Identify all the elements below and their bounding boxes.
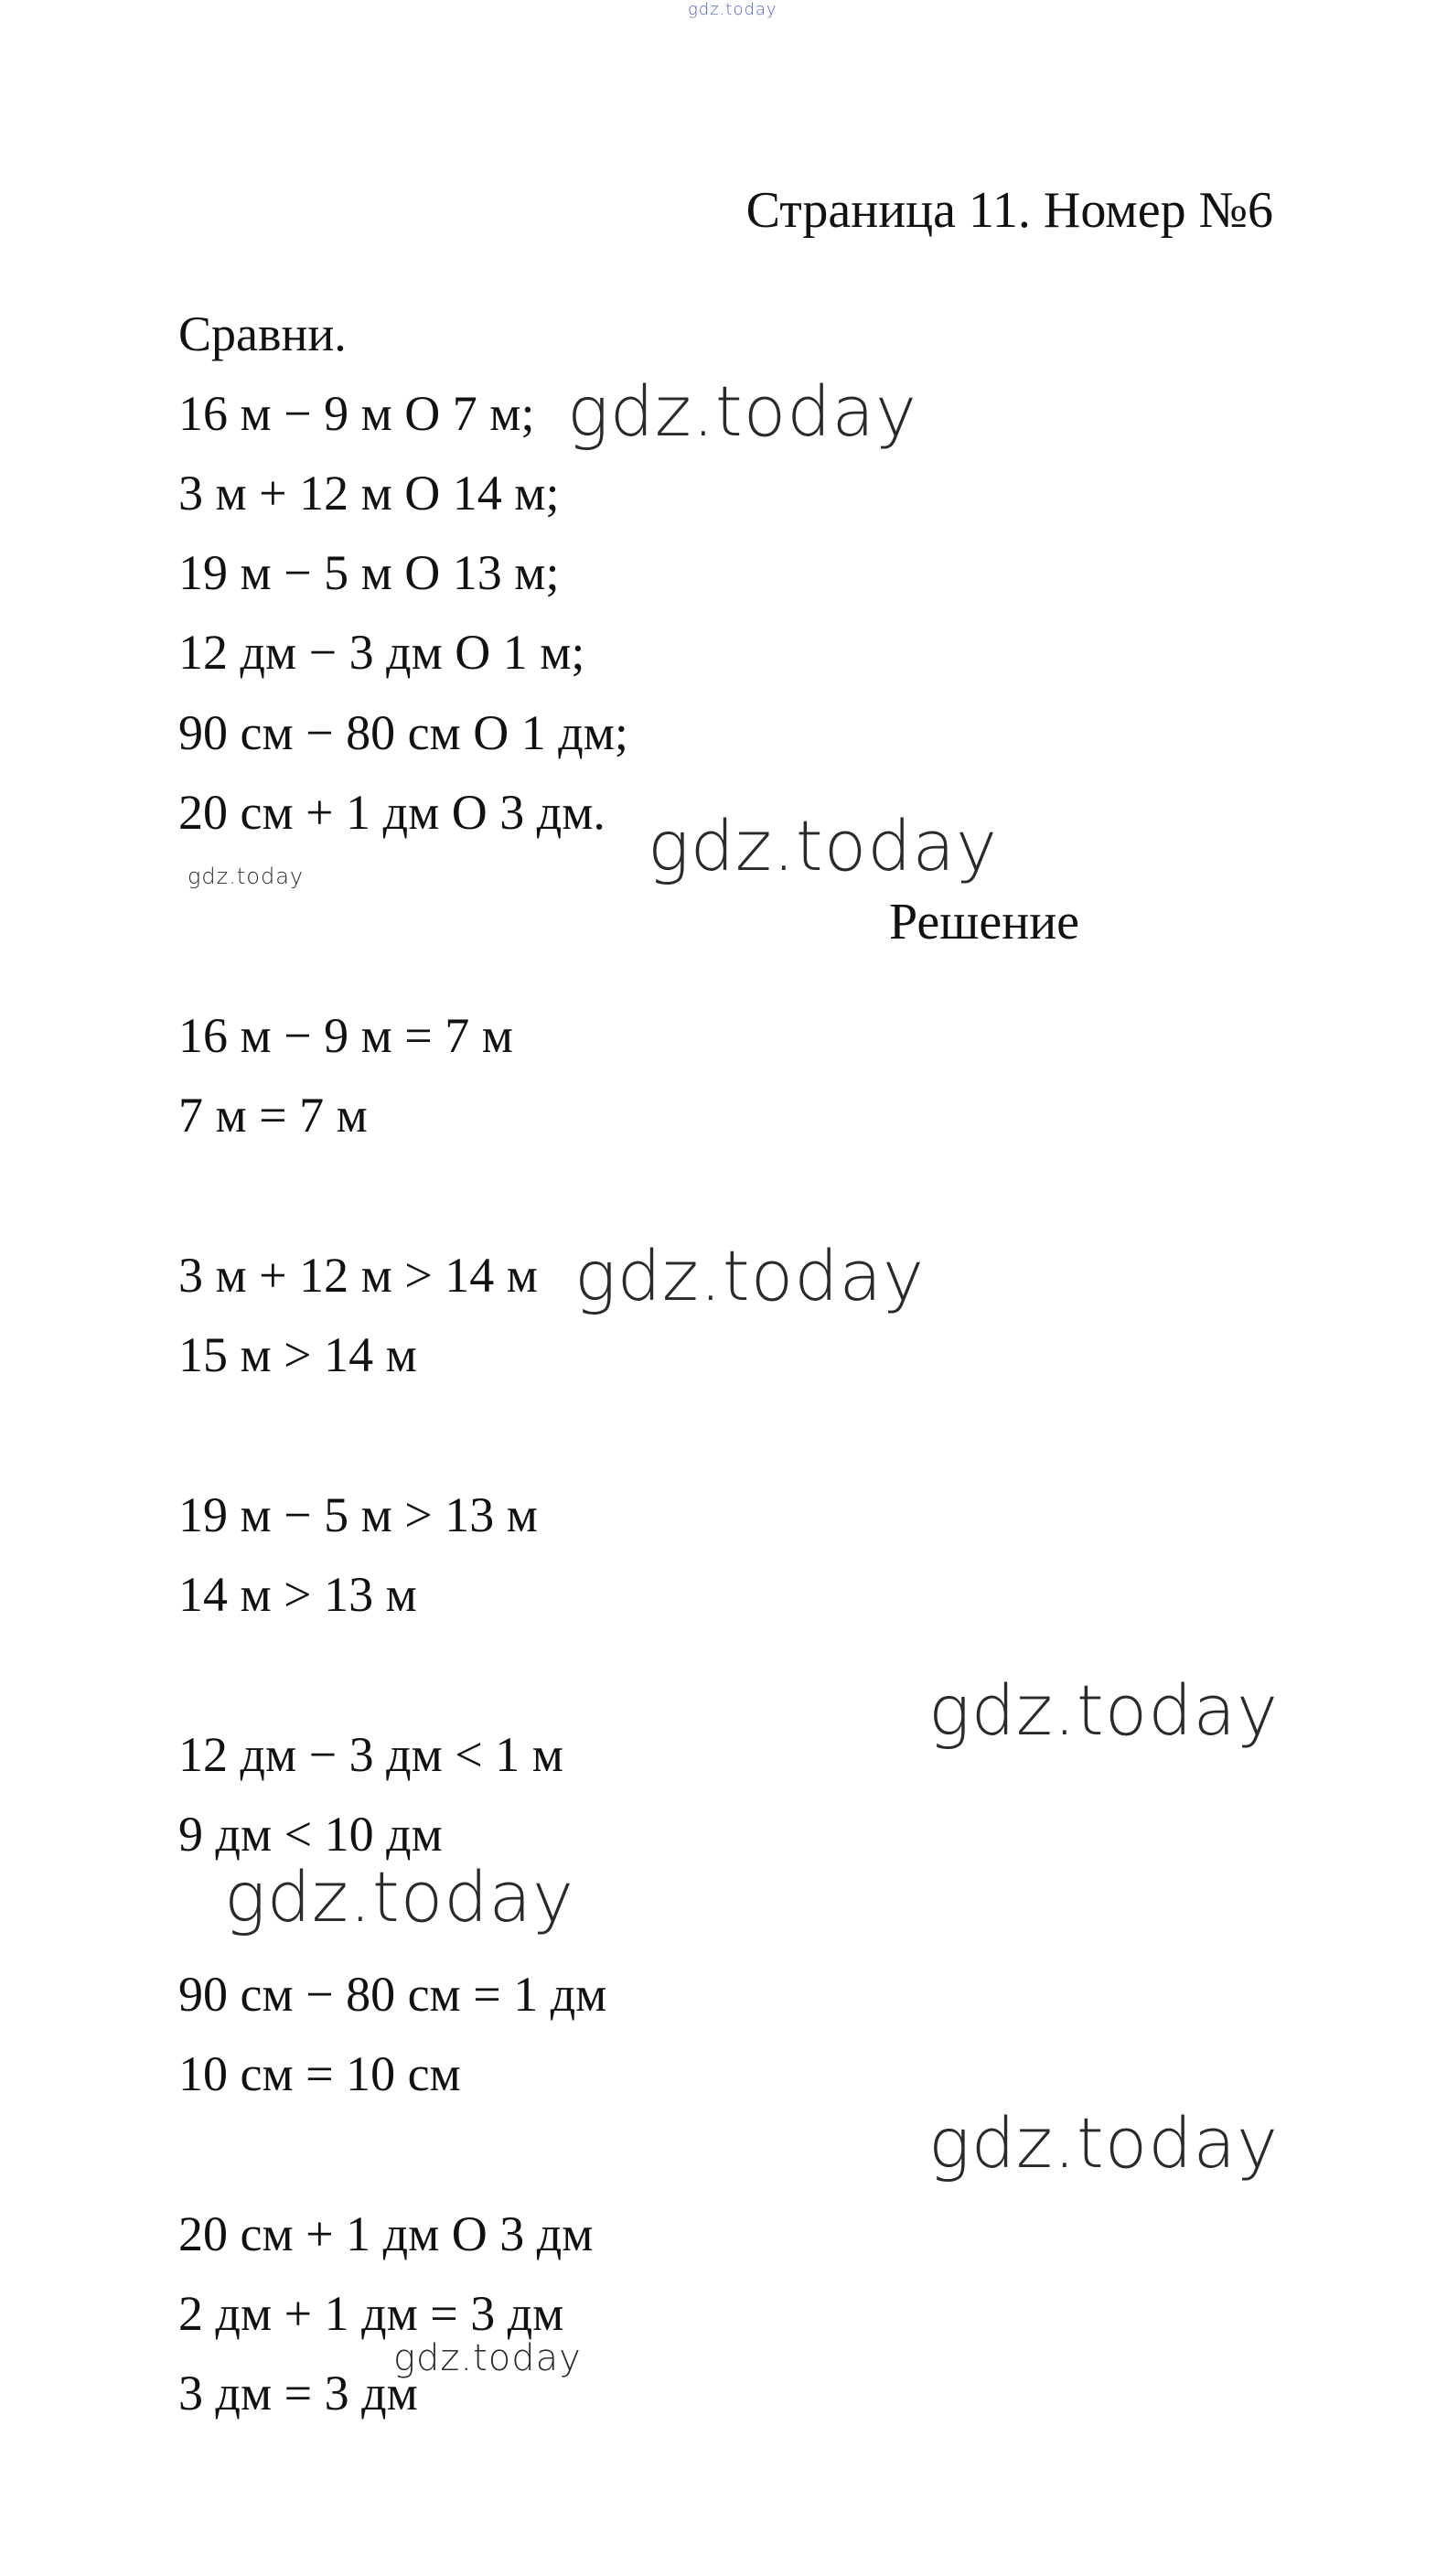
solution-line: 2 дм + 1 дм = 3 дм bbox=[178, 2286, 564, 2341]
solution-line: 7 м = 7 м bbox=[178, 1088, 368, 1143]
page-title: Страница 11. Номер №6 bbox=[745, 182, 1273, 239]
solution-line: 3 м + 12 м > 14 м bbox=[178, 1248, 538, 1303]
task-line: 16 м − 9 м О 7 м; bbox=[178, 386, 535, 441]
solution-line: 3 дм = 3 дм bbox=[178, 2366, 418, 2420]
solution-line: 16 м − 9 м = 7 м bbox=[178, 1008, 513, 1063]
solution-line: 10 см = 10 см bbox=[178, 2046, 461, 2101]
task-line: 3 м + 12 м О 14 м; bbox=[178, 466, 560, 521]
solution-line: 12 дм − 3 дм < 1 м bbox=[178, 1727, 563, 1782]
task-line: 90 см − 80 см О 1 дм; bbox=[178, 705, 628, 760]
watermark: gdz.today bbox=[188, 864, 305, 889]
task-line: 20 см + 1 дм О 3 дм. bbox=[178, 785, 606, 840]
solution-line: 14 м > 13 м bbox=[178, 1567, 417, 1622]
solution-line: 9 дм < 10 дм bbox=[178, 1807, 443, 1862]
task-line: 19 м − 5 м О 13 м; bbox=[178, 545, 560, 600]
solution-line: 90 см − 80 см = 1 дм bbox=[178, 1967, 607, 2022]
solution-heading: Решение bbox=[889, 894, 1080, 950]
watermark: gdz.today bbox=[574, 1235, 925, 1316]
watermark: gdz.today bbox=[224, 1856, 574, 1937]
task-line: 12 дм − 3 дм О 1 м; bbox=[178, 625, 585, 680]
watermark: gdz.today bbox=[928, 2102, 1279, 2184]
watermark: gdz.today bbox=[567, 370, 917, 452]
solution-line: 15 м > 14 м bbox=[178, 1327, 417, 1382]
watermark: gdz.today bbox=[648, 805, 998, 886]
solution-line: 20 см + 1 дм О 3 дм bbox=[178, 2206, 594, 2261]
watermark: gdz.today bbox=[393, 2337, 582, 2379]
watermark: gdz.today bbox=[928, 1669, 1279, 1751]
solution-line: 19 м − 5 м > 13 м bbox=[178, 1487, 538, 1542]
top-watermark: gdz.today bbox=[688, 0, 777, 19]
task-prompt: Сравни. bbox=[178, 306, 347, 361]
